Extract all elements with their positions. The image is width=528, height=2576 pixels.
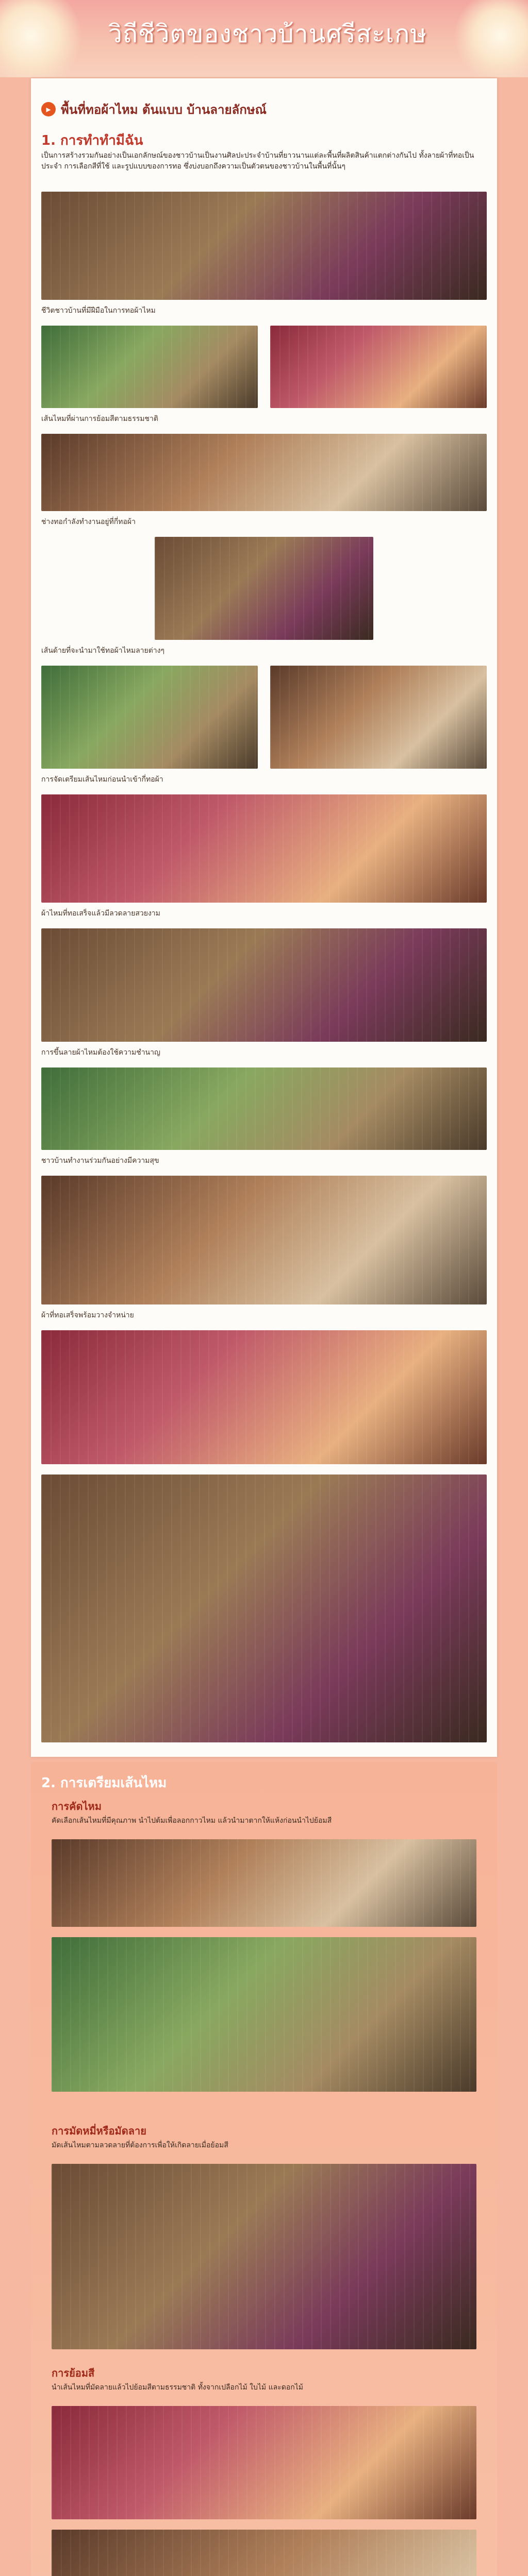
photo-ready — [41, 1176, 487, 1304]
photo-threads — [155, 537, 373, 640]
subsection-2-heading: การมัดหมี่หรือมัดลาย — [52, 2125, 146, 2137]
photo-weaving — [41, 192, 487, 300]
photo-loom — [41, 434, 487, 511]
photo-fabric-row — [41, 1475, 487, 1742]
subsection-3-text: นำเส้นไหมที่มัดลายแล้วไปย้อมสีตามธรรมชาติ ทั้งจากเปลือกไม้ ใบไม้ และดอกไม้ — [52, 2383, 303, 2392]
photo-silk — [270, 326, 487, 408]
photo-community — [41, 1067, 487, 1150]
photo-pattern — [41, 928, 487, 1042]
photo-prep — [270, 666, 487, 769]
caption-4: เส้นด้ายที่จะนำมาใช้ทอผ้าไหมลายต่างๆ — [41, 647, 165, 655]
caption-3: ช่างทอกำลังทำงานอยู่ที่กี่ทอผ้า — [41, 518, 136, 526]
section-2 — [31, 1762, 497, 2576]
subsection-1-text: คัดเลือกเส้นไหมที่มีคุณภาพ นำไปต้มเพื่อลอกกาวไหม แล้วนำมาตากให้แห้งก่อนนำไปย้อมสี — [52, 1817, 332, 1825]
photo-sorting-detail — [52, 1937, 476, 2092]
section-2-title: 2. การเตรียมเส้นไหม — [41, 1775, 167, 1791]
caption-9: ผ้าที่ทอเสร็จพร้อมวางจำหน่าย — [41, 1311, 134, 1319]
section-1-banner — [41, 99, 267, 120]
subsection-3-heading: การย้อมสี — [52, 2367, 95, 2379]
flower-decoration — [454, 0, 528, 77]
page-title: วิถีชีวิตของชาวบ้านศรีสะเกษ — [108, 20, 427, 48]
photo-shop — [41, 1330, 487, 1464]
caption-6: ผ้าไหมที่ทอเสร็จแล้วมีลวดลายสวยงาม — [41, 909, 160, 918]
photo-prep — [41, 666, 258, 769]
subsection-2-text: มัดเส้นไหมตามลวดลายที่ต้องการเพื่อให้เกิดลายเมื่อย้อมสี — [52, 2141, 228, 2149]
caption-8: ชาวบ้านทำงานร่วมกันอย่างมีความสุข — [41, 1157, 159, 1165]
caption-2: เส้นไหมที่ผ่านการย้อมสีตามธรรมชาติ — [41, 415, 158, 423]
photo-sorting — [52, 1839, 476, 1927]
subsection-1-heading: การคัดไหม — [52, 1800, 102, 1812]
bullet-icon: ▸ — [41, 102, 56, 116]
photo-dyeing-detail — [52, 2530, 476, 2576]
caption-7: การขึ้นลายผ้าไหมต้องใช้ความชำนาญ — [41, 1048, 160, 1057]
banner-text: พื้นที่ทอผ้าไหม ต้นแบบ บ้านลายลักษณ์ — [61, 102, 267, 117]
page-header — [0, 0, 528, 77]
photo-tying — [52, 2164, 476, 2349]
photo-dyeing — [52, 2406, 476, 2519]
photo-silk — [41, 326, 258, 408]
caption-1: ชีวิตชาวบ้านที่มีฝีมือในการทอผ้าไหม — [41, 307, 156, 315]
section-1-intro: เป็นการสร้างรวมกันอย่างเป็นเอกลักษณ์ของชาวบ้านเป็นงานศิลปะประจำบ้านที่ยาวนานแต่ละพื้นที่ผลิตสินค้าแตกต่างกันไป ทั้งลายผ้าที่ทอเป็นประจำ การเลือกสีที่ใช้ และรูปแบบของการทอ ซึ่งบ่งบอกถึงความเป็นตัวตนของชาวบ้านในพื้นที่นั้นๆ — [41, 151, 474, 171]
flower-decoration — [0, 0, 82, 77]
caption-5: การจัดเตรียมเส้นไหมก่อนนำเข้ากี่ทอผ้า — [41, 775, 163, 784]
photo-fabric — [41, 794, 487, 903]
section-1 — [31, 78, 497, 1757]
section-1-heading: 1. การทำทำมีฉัน — [41, 133, 143, 148]
